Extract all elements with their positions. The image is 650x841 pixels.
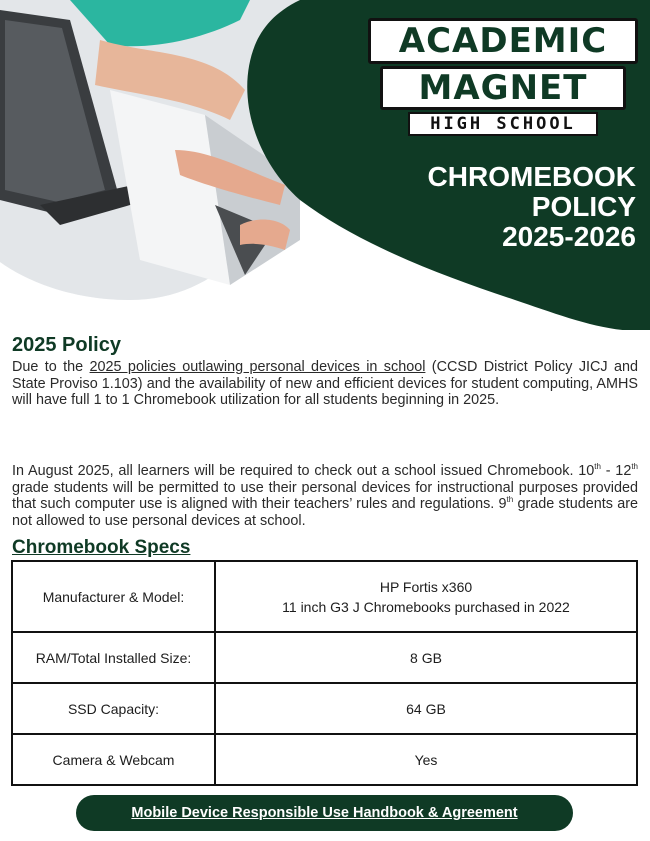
policy-link[interactable]: 2025 policies outlawing personal devices in school	[89, 359, 426, 375]
spec-value: 8 GB	[215, 632, 637, 683]
policy-paragraph-2	[12, 463, 638, 529]
specs-table	[11, 560, 638, 786]
spec-label: RAM/Total Installed Size:	[12, 632, 215, 683]
logo-high-school: HIGH SCHOOL	[408, 112, 598, 136]
p2-sup-2: th	[631, 462, 638, 472]
spec-value	[215, 561, 637, 632]
table-row	[12, 683, 637, 734]
spec-value: 64 GB	[215, 683, 637, 734]
specs-heading: Chromebook Specs	[12, 537, 191, 558]
p2-sup-3: th	[506, 495, 514, 505]
p1-text-before: Due to the	[12, 359, 90, 375]
logo-magnet: MAGNET	[380, 66, 626, 110]
table-row	[12, 561, 637, 632]
table-row	[12, 632, 637, 683]
handbook-agreement-button[interactable]: Mobile Device Responsible Use Handbook & Agreement	[76, 795, 573, 831]
page-title	[428, 162, 636, 252]
p1-text-after: (CCSD District Policy JICJ and State Proviso 1.103) and the availability of new and efficient devices for student computing, AMHS will have full 1 to 1 Chromebook utilization for all students beginning in 2025.	[12, 359, 639, 408]
policy-heading: 2025 Policy	[12, 334, 121, 356]
p2-text-d: grade students are not allowed to use personal devices at school.	[12, 496, 638, 529]
table-row	[12, 734, 637, 785]
spec-value-line-1: HP Fortis x360	[379, 578, 473, 595]
spec-value-line-2: 11 inch G3 J Chromebooks purchased in 2022	[282, 598, 570, 615]
hero-banner	[0, 0, 650, 330]
spec-value: Yes	[215, 734, 637, 785]
p2-text-a: In August 2025, all learners will be required to check out a school issued Chromebook. 10	[12, 463, 595, 479]
spec-label: Manufacturer & Model:	[12, 561, 215, 632]
spec-label: Camera & Webcam	[12, 734, 215, 785]
logo-academic: ACADEMIC	[368, 18, 638, 64]
p2-text-c: grade students will be permitted to use their personal devices for instructional purposes provided that such computer use is aligned with their teachers’ rules and regulations. 9	[12, 479, 638, 512]
policy-paragraph-1	[12, 359, 638, 409]
title-line-2: POLICY	[531, 191, 636, 222]
p2-sup-1: th	[594, 462, 601, 472]
school-logo	[368, 18, 638, 138]
spec-label: SSD Capacity:	[12, 683, 215, 734]
p2-text-b: - 12	[600, 463, 632, 479]
title-line-3: 2025-2026	[502, 221, 636, 252]
title-line-1: CHROMEBOOK	[427, 161, 636, 192]
